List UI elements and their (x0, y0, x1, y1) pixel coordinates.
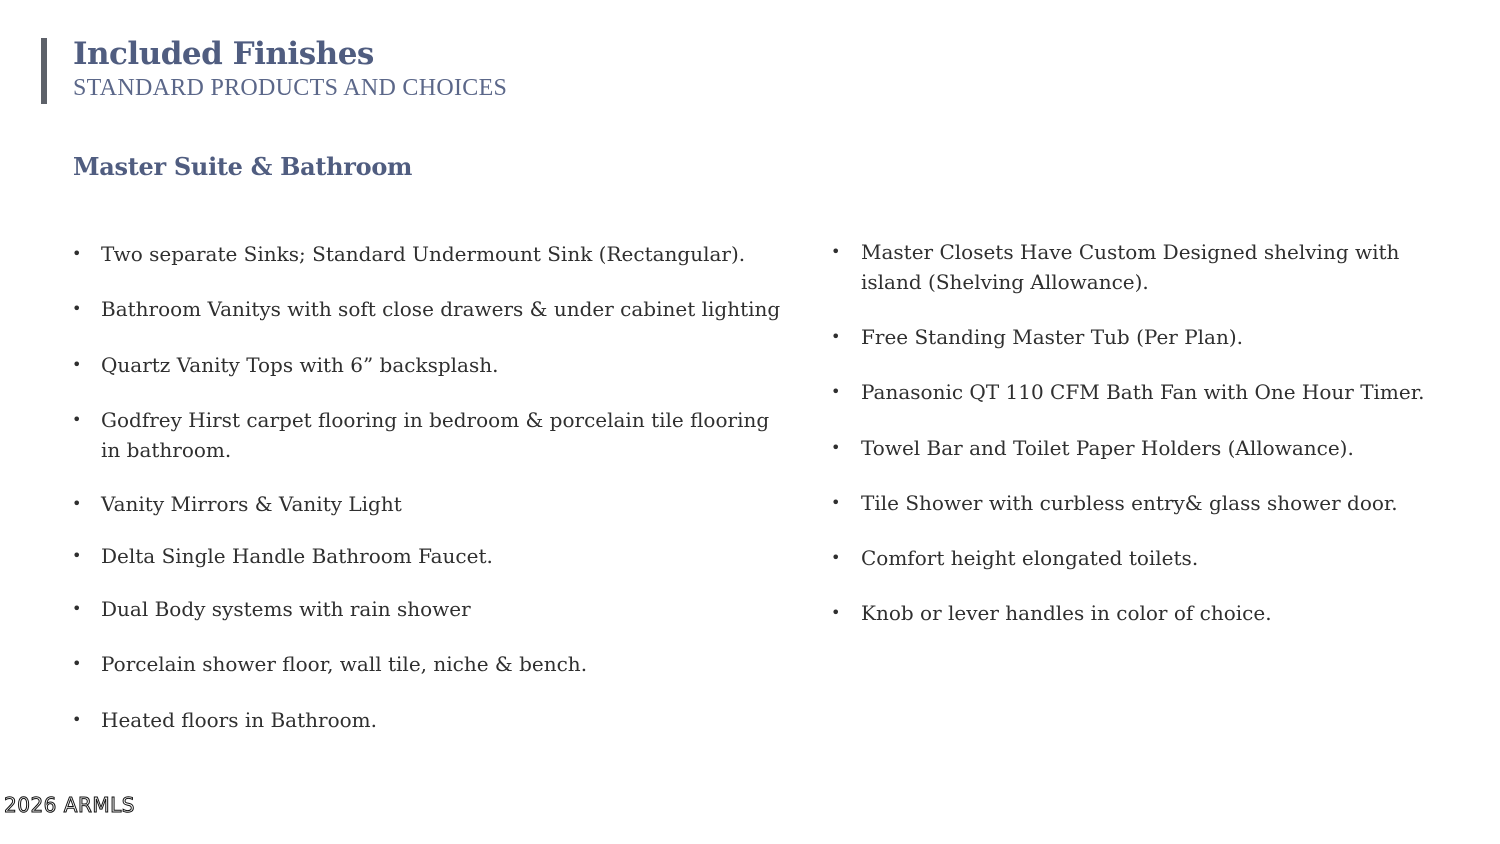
footer-copyright: 2026 ARMLS (4, 793, 135, 817)
list-item (831, 598, 1272, 628)
list-item (72, 239, 745, 269)
bullet-icon: • (72, 599, 82, 618)
list-item-text: Porcelain shower floor, wall tile, niche & bench. (101, 652, 588, 676)
list-item (831, 543, 1198, 573)
list-item (72, 350, 498, 380)
bullet-icon: • (72, 299, 82, 318)
list-item-text: Two separate Sinks; Standard Undermount Sink (Rectangular). (101, 242, 746, 266)
list-item (72, 294, 780, 324)
list-item-text: Master Closets Have Custom Designed shelving with island (Shelving Allowance). (861, 240, 1400, 294)
bullet-icon: • (831, 327, 841, 346)
bullet-icon: • (831, 548, 841, 567)
list-item-text: Vanity Mirrors & Vanity Light (101, 492, 402, 516)
list-item (831, 433, 1354, 463)
list-item (72, 541, 493, 571)
list-item (72, 594, 471, 624)
list-item-text: Towel Bar and Toilet Paper Holders (Allowance). (861, 436, 1354, 460)
list-item-text: Godfrey Hirst carpet flooring in bedroom & porcelain tile flooring in bathroom. (101, 408, 770, 462)
list-item-text: Knob or lever handles in color of choice. (861, 601, 1272, 625)
bullet-icon: • (72, 654, 82, 673)
list-item-text: Free Standing Master Tub (Per Plan). (861, 325, 1244, 349)
section-heading: Master Suite & Bathroom (73, 152, 413, 181)
list-item (831, 237, 1451, 297)
list-item-text: Panasonic QT 110 CFM Bath Fan with One Hour Timer. (861, 380, 1425, 404)
bullet-icon: • (831, 438, 841, 457)
list-item (831, 488, 1398, 518)
accent-bar (41, 38, 47, 104)
bullet-icon: • (831, 382, 841, 401)
list-item (72, 705, 377, 735)
list-item (72, 489, 402, 519)
list-item-text: Tile Shower with curbless entry& glass shower door. (861, 491, 1398, 515)
list-item-text: Heated floors in Bathroom. (101, 708, 377, 732)
bullet-icon: • (72, 494, 82, 513)
list-item (72, 405, 792, 465)
page-subtitle: STANDARD PRODUCTS AND CHOICES (73, 75, 508, 101)
bullet-icon: • (72, 244, 82, 263)
bullet-icon: • (831, 603, 841, 622)
bullet-icon: • (72, 410, 82, 429)
list-item-text: Delta Single Handle Bathroom Faucet. (101, 544, 493, 568)
list-item (831, 322, 1243, 352)
bullet-icon: • (72, 710, 82, 729)
list-item-text: Bathroom Vanitys with soft close drawers & under cabinet lighting (101, 297, 781, 321)
list-item (831, 377, 1424, 407)
list-item-text: Dual Body systems with rain shower (101, 597, 471, 621)
page-title: Included Finishes (73, 36, 374, 72)
bullet-icon: • (831, 242, 841, 261)
list-item (72, 649, 587, 679)
list-item-text: Quartz Vanity Tops with 6” backsplash. (101, 353, 499, 377)
bullet-icon: • (72, 546, 82, 565)
list-item-text: Comfort height elongated toilets. (861, 546, 1199, 570)
bullet-icon: • (831, 493, 841, 512)
bullet-icon: • (72, 355, 82, 374)
